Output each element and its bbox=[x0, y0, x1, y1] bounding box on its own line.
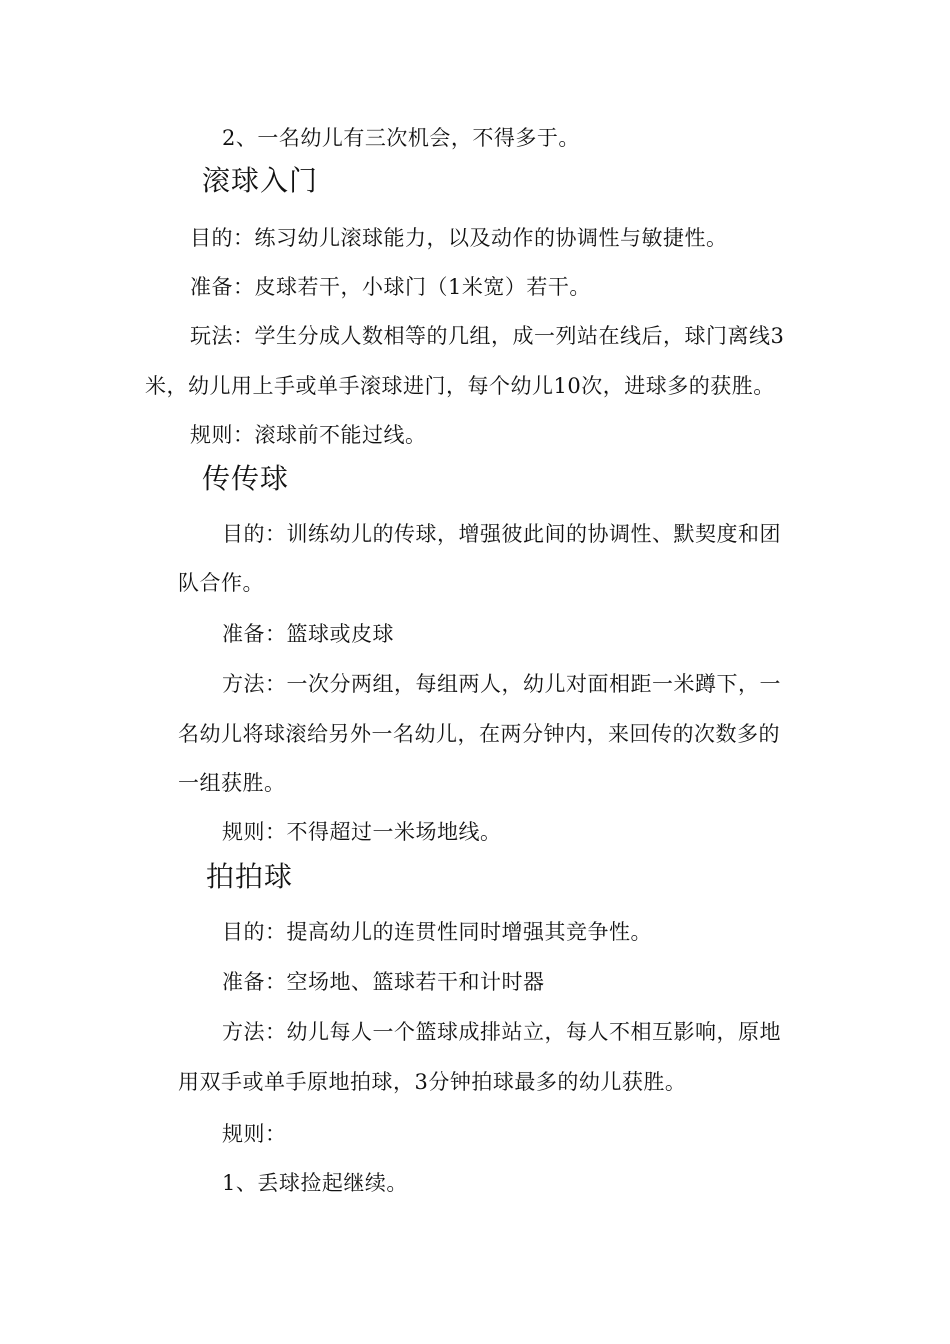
bounce-method-line-1: 方法：幼儿每人一个篮球成排站立，每人不相互影响，原地 bbox=[222, 1020, 781, 1044]
roll-goal: 目的：练习幼儿滚球能力，以及动作的协调性与敏捷性。 bbox=[190, 226, 728, 250]
roll-rule: 规则：滚球前不能过线。 bbox=[190, 423, 427, 447]
pass-goal-line-2: 队合作。 bbox=[178, 571, 264, 595]
previous-rule-2: 2、一名幼儿有三次机会，不得多于。 bbox=[222, 126, 580, 150]
roll-prep: 准备：皮球若干，小球门（1米宽）若干。 bbox=[190, 275, 591, 299]
bounce-rule-1: 1、丢球捡起继续。 bbox=[222, 1171, 408, 1195]
pass-method-line-2: 名幼儿将球滚给另外一名幼儿，在两分钟内，来回传的次数多的 bbox=[178, 722, 780, 746]
pass-prep: 准备：篮球或皮球 bbox=[222, 622, 394, 646]
pass-method-line-1: 方法：一次分两组，每组两人，幼儿对面相距一米蹲下，一 bbox=[222, 672, 781, 696]
roll-play-line-1: 玩法：学生分成人数相等的几组，成一列站在线后，球门离线3 bbox=[190, 324, 785, 348]
section-title-roll-ball: 滚球入门 bbox=[202, 164, 319, 197]
bounce-goal: 目的：提高幼儿的连贯性同时增强其竞争性。 bbox=[222, 920, 652, 944]
pass-goal-line-1: 目的：训练幼儿的传球，增强彼此间的协调性、默契度和团 bbox=[222, 522, 781, 546]
section-title-bounce-ball: 拍拍球 bbox=[206, 860, 294, 893]
roll-play-line-2: 米，幼儿用上手或单手滚球进门，每个幼儿10次，进球多的获胜。 bbox=[145, 374, 775, 398]
section-title-pass-ball: 传传球 bbox=[202, 462, 290, 495]
bounce-prep: 准备：空场地、篮球若干和计时器 bbox=[222, 970, 545, 994]
pass-method-line-3: 一组获胜。 bbox=[178, 771, 286, 795]
bounce-method-line-2: 用双手或单手原地拍球，3分钟拍球最多的幼儿获胜。 bbox=[178, 1070, 687, 1094]
pass-rule: 规则：不得超过一米场地线。 bbox=[222, 820, 502, 844]
bounce-rules-label: 规则： bbox=[222, 1122, 287, 1146]
